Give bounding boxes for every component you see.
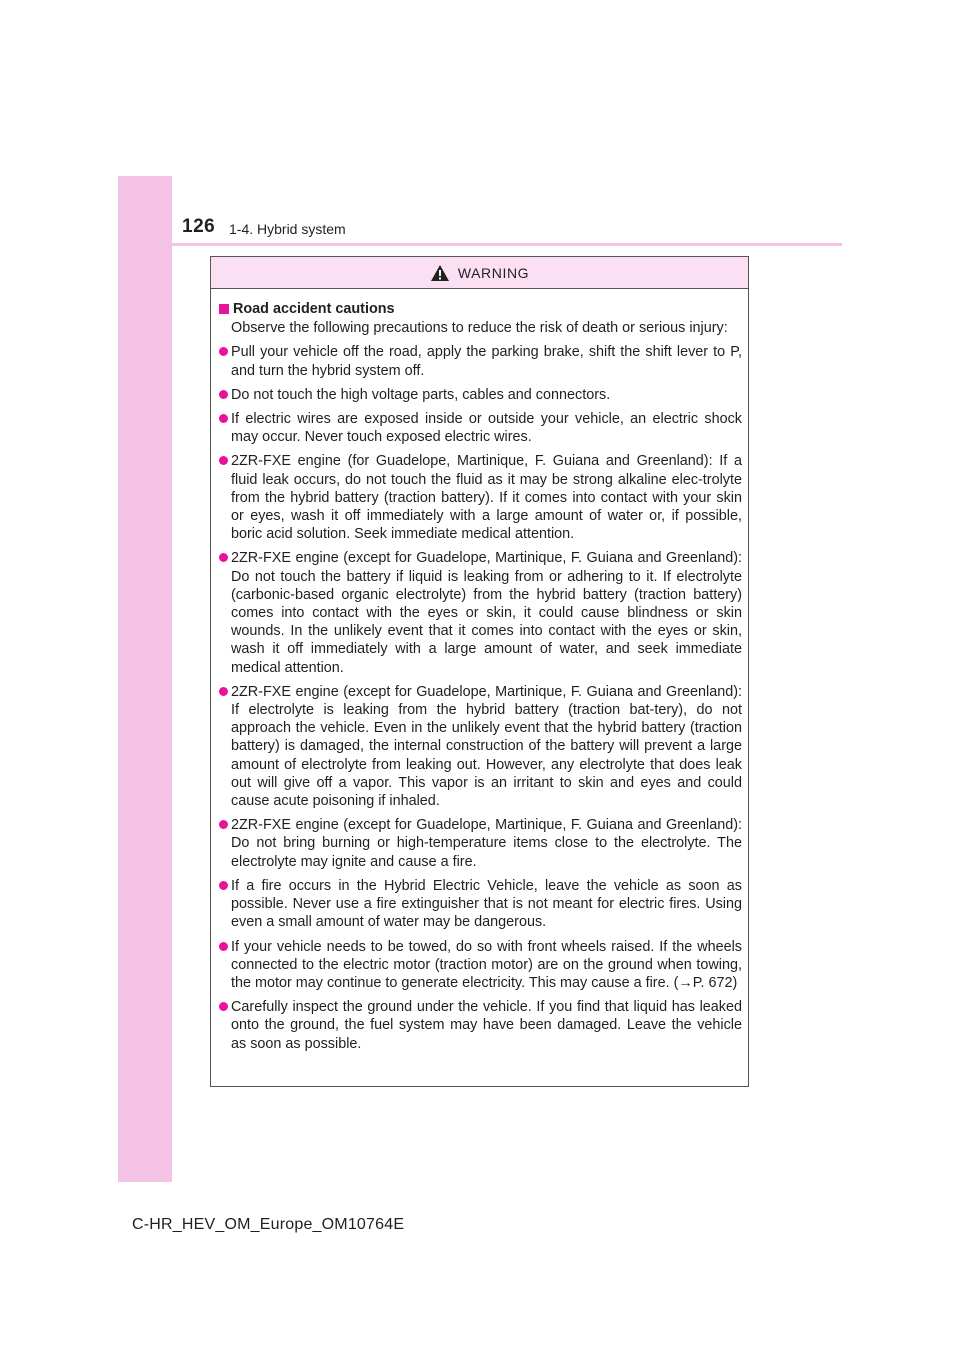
section-title: 1-4. Hybrid system (229, 221, 346, 237)
list-item: Carefully inspect the ground under the vehicle. If you find that liquid has leaked onto the ground, the fuel system may have been damaged. Leave the vehicle as soon as possible. (219, 998, 742, 1053)
list-item: Do not touch the high voltage parts, cables and connectors. (219, 386, 742, 404)
header-divider (172, 243, 842, 246)
list-item: 2ZR-FXE engine (except for Guadelope, Martinique, F. Guiana and Greenland): Do not touch the battery if liquid is leaking from or adhering to it. If electrolyte (carbonic-based organic electrolyte) from the hybrid battery (traction battery) comes into contact with the eyes or skin, it could cause blindness or skin wounds. In the unlikely event that it comes into contact with the eyes or skin, wash it off immediately with a large amount of water, and seek immediate medical attention. (219, 549, 742, 676)
warning-label: WARNING (457, 264, 530, 281)
page-number: 126 (182, 216, 216, 237)
list-item: 2ZR-FXE engine (for Guadelope, Martinique, F. Guiana and Greenland): If a fluid leak occurs, do not touch the fluid as it may be strong alkaline elec-trolyte from the hybrid battery (traction battery). If it comes into contact with your skin or eyes, wash it off immediately with a large amount of water or, if possible, boric acid solution. Seek immediate medical attention. (219, 452, 742, 543)
warning-header (211, 257, 748, 289)
bullet-dot-icon (219, 881, 228, 890)
bullet-dot-icon (219, 1002, 228, 1011)
bullet-dot-icon (219, 347, 228, 356)
bullet-dot-icon (219, 456, 228, 465)
bullet-dot-icon (219, 553, 228, 562)
caution-heading (219, 300, 742, 318)
list-item: If your vehicle needs to be towed, do so with front wheels raised. If the wheels connected to the electric motor (traction motor) are on the ground when towing, the motor may continue to generate electricity. This may cause a fire. (→P. 672) (219, 938, 742, 993)
warning-box (210, 256, 749, 1087)
caution-title: Road accident cautions (233, 301, 395, 317)
list-item: 2ZR-FXE engine (except for Guadelope, Martinique, F. Guiana and Greenland): Do not bring burning or high-temperature items close to the electrolyte. The electrolyte may ignite and cause a fire. (219, 816, 742, 871)
bullet-dot-icon (219, 414, 228, 423)
list-item: 2ZR-FXE engine (except for Guadelope, Martinique, F. Guiana and Greenland): If electrolyte is leaking from the hybrid battery (traction bat-tery), do not approach the vehicle. Even in the unlikely event that the hybrid battery (traction battery) is damaged, the internal construction of the battery will prevent a large amount of electrolyte from leaking out. However, any electrolyte that does leak out will give off a vapor. This vapor is an irritant to skin and eyes and could cause acute poisoning if inhaled. (219, 683, 742, 810)
bullet-dot-icon (219, 820, 228, 829)
side-tab-band (118, 176, 172, 1182)
warning-triangle-icon (430, 264, 450, 282)
list-item: Pull your vehicle off the road, apply the parking brake, shift the shift lever to P, and turn the hybrid system off. (219, 343, 742, 379)
bullet-dot-icon (219, 687, 228, 696)
warning-body (211, 289, 748, 1053)
bullet-dot-icon (219, 390, 228, 399)
precaution-list (219, 343, 742, 1052)
list-item: If a fire occurs in the Hybrid Electric Vehicle, leave the vehicle as soon as possible. Never use a fire extinguisher that is not meant for electric fires. Using even a small amount of water may be dangerous. (219, 877, 742, 932)
square-bullet-icon (219, 304, 229, 314)
document-code: C-HR_HEV_OM_Europe_OM10764E (132, 1216, 405, 1233)
bullet-dot-icon (219, 942, 228, 951)
intro-paragraph: Observe the following precautions to reduce the risk of death or serious injury: (231, 320, 728, 337)
list-item: If electric wires are exposed inside or outside your vehicle, an electric shock may occur. Never touch exposed electric wires. (219, 410, 742, 446)
